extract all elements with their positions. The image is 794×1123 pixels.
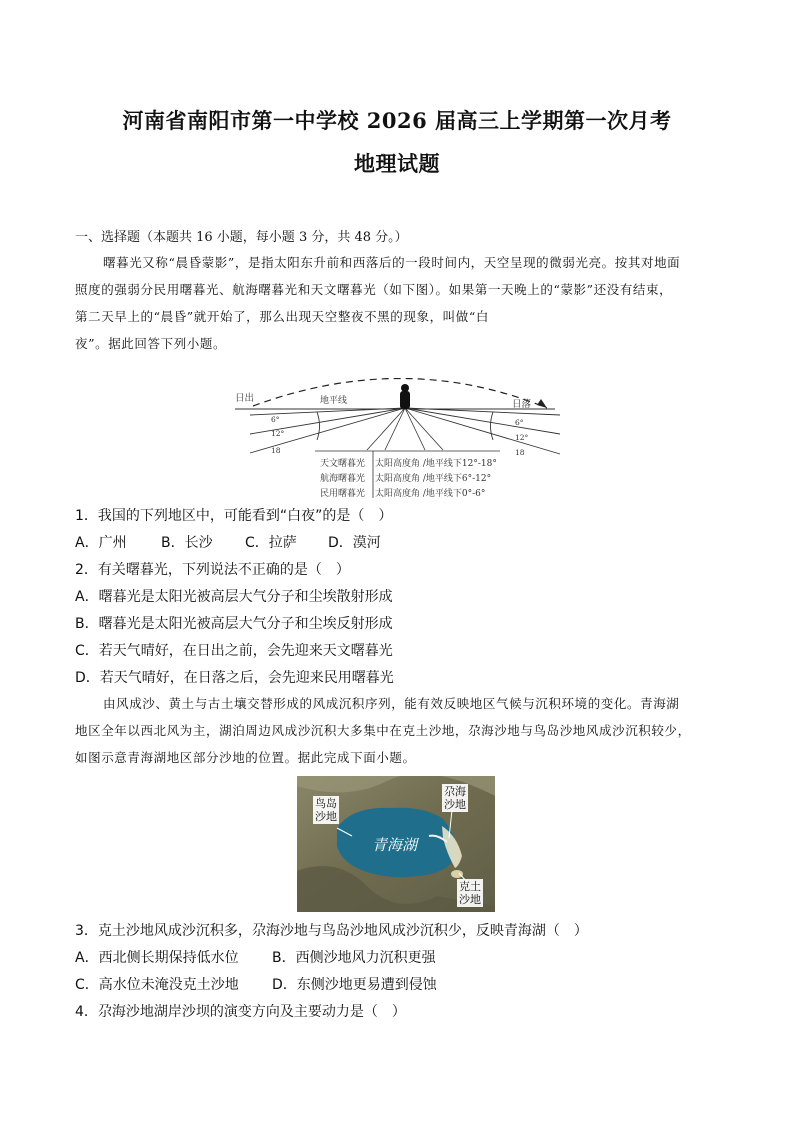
question-2-stem: 2．有关曙暮光，下列说法不正确的是（ ） (75, 562, 350, 578)
q1-option-b[interactable]: B．长沙 (161, 535, 213, 551)
passage-2 (75, 690, 755, 771)
legend-name-civil: 民用曙暮光 (320, 489, 366, 499)
q2-option-b[interactable]: B．曙暮光是太阳光被高层大气分子和尘埃反射形成 (75, 616, 393, 632)
ketu-sand-label (457, 879, 483, 907)
q1-option-c[interactable]: C．拉萨 (245, 535, 297, 551)
passage-1 (75, 249, 755, 357)
deg-18-right: 18 (515, 448, 525, 457)
legend-desc-astro: 太阳高度角 /地平线下12°-18° (375, 459, 497, 469)
ketu-line-2: 沙地 (459, 893, 481, 906)
question-1-options (75, 533, 381, 553)
lake-label: 青海湖 (372, 836, 418, 854)
section-heading: 一、选择题（本题共 16 小题，每小题 3 分，共 48 分。） (75, 230, 408, 245)
q2-option-a[interactable]: A．曙暮光是太阳光被高层大气分子和尘埃散射形成 (75, 589, 393, 605)
q3-option-d[interactable]: D．东侧沙地更易遭到侵蚀 (272, 977, 437, 993)
passage-1-line: 夜”。据此回答下列小题。 (75, 336, 227, 351)
horizon-label: 地平线 (320, 396, 348, 406)
q1-option-d[interactable]: D．漠河 (328, 535, 381, 551)
legend-desc-civil: 太阳高度角 /地平线下0°-6° (375, 489, 486, 499)
passage-2-line: 由风成沙、黄土与古土壤交替形成的风成沉积序列，能有效反映地区气候与沉积环境的变化。青海湖 (103, 696, 680, 711)
niaodao-line-1: 鸟岛 (315, 797, 337, 810)
legend-name-astro: 天文曙暮光 (320, 459, 366, 469)
gahai-sand-label (442, 784, 468, 812)
niaodao-sand-label (313, 796, 339, 824)
q3-option-b[interactable]: B．西侧沙地风力沉积更强 (272, 950, 436, 966)
niaodao-line-2: 沙地 (315, 810, 337, 823)
passage-1-line: 照度的强弱分民用曙暮光、航海曙暮光和天文曙暮光（如下图）。如果第一天晚上的“蒙影”还没有结束， (75, 282, 673, 297)
sunrise-label: 日出 (235, 393, 255, 404)
gahai-line-2: 沙地 (444, 798, 466, 811)
q2-option-c[interactable]: C．若天气晴好，在日出之前，会先迎来天文曙暮光 (75, 643, 393, 659)
q3-option-c[interactable]: C．高水位未淹没克土沙地 (75, 977, 239, 993)
sunset-label: 日落 (512, 399, 532, 410)
legend-name-nautical: 航海曙暮光 (320, 474, 366, 484)
q2-option-d[interactable]: D．若天气晴好，在日落之后，会先迎来民用曙暮光 (75, 670, 394, 686)
qinghai-lake-map (297, 776, 495, 912)
passage-2-line: 地区全年以西北风为主，湖泊周边风成沙沉积大多集中在克土沙地，尕海沙地与鸟岛沙地风成沙沉积较少， (75, 723, 691, 738)
gahai-line-1: 尕海 (444, 785, 466, 798)
q3-option-a[interactable]: A．西北侧长期保持低水位 (75, 950, 239, 966)
exam-title: 河南省南阳市第一中学校 2026 届高三上学期第一次月考 (122, 108, 672, 133)
question-1-stem: 1．我国的下列地区中，可能看到“白夜”的是（ ） (75, 508, 393, 524)
arc-arrowhead (537, 399, 547, 408)
question-4-stem: 4．尕海沙地湖岸沙坝的演变方向及主要动力是（ ） (75, 1004, 406, 1020)
deg-12-left: 12° (271, 429, 285, 438)
ketu-line-1: 克土 (459, 880, 481, 893)
q1-option-a[interactable]: A．广州 (75, 535, 127, 551)
legend-desc-nautical: 太阳高度角 /地平线下6°-12° (375, 474, 492, 484)
exam-subtitle: 地理试题 (354, 151, 440, 176)
deg-6-left: 6° (271, 415, 280, 424)
passage-2-line: 如图示意青海湖地区部分沙地的位置。据此完成下面小题。 (75, 750, 416, 765)
passage-1-line: 曙暮光又称“晨昏蒙影”，是指太阳东升前和西落后的一段时间内，天空呈现的微弱光亮。按其对地面 (103, 255, 681, 270)
deg-6-right: 6° (515, 418, 524, 427)
observer-icon (400, 391, 410, 409)
twilight-diagram (225, 378, 565, 500)
deg-12-right: 12° (515, 433, 529, 442)
passage-1-line: 第二天早上的“晨昏”就开始了，那么出现天空整夜不黑的现象，叫做“白 (75, 309, 489, 324)
deg-18-left: 18 (271, 446, 281, 455)
question-3-stem: 3．克土沙地风成沙沉积多，尕海沙地与鸟岛沙地风成沙沉积少，反映青海湖（ ） (75, 923, 588, 939)
